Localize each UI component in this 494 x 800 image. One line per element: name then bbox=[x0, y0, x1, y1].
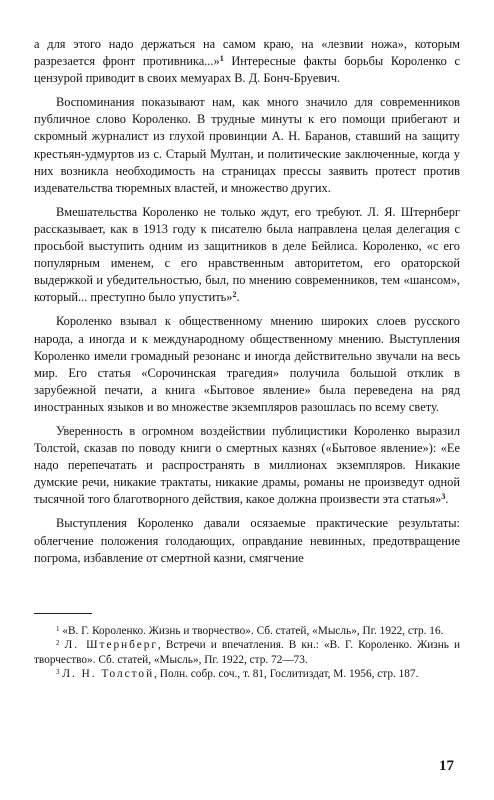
footnote-ref-3: 3 bbox=[441, 492, 446, 502]
main-text bbox=[34, 36, 460, 574]
paragraph-2: Воспоминания показывают нам, как много значило для современников публичное слово Короленко. В трудные минуты к его помощи прибегают и скромный журналист из глухой провинции А. Н. Баранов, ставший на защиту крестьян-удмуртов из с. Старый Мултан, и политические заключенные, когда у них возникла необходимость на страницах прессы заявить протест против издевательства тюремных властей, и множество других. bbox=[34, 95, 460, 195]
footnotes bbox=[34, 624, 460, 681]
paragraph-6: Выступления Короленко давали осязаемые практические результаты: облегчение положения голодающих, оправдание невинных, предотвращение погрома, избавление от смертной казни, смягчение bbox=[34, 516, 460, 565]
footnote-separator bbox=[34, 613, 92, 614]
footnote-1: $^1$ «В. Г. Короленко. Жизнь и творчество». Сб. статей, «Мысль», Пг. 1922, стр. 16. bbox=[56, 625, 444, 637]
paragraph-3: Вмешательства Короленко не только ждут, его требуют. Л. Я. Штернберг рассказывает, как в 1913 году к писателю была направлена целая делегация с просьбой выступить одним из защитников в деле Бейлиса. Короленко, «с его популярным именем, с его нравственным авторитетом, его ораторской выдержкой и убедительностью, был, по мнению современников, тем «шансом», который... преступно было упустить»$^2$. bbox=[34, 204, 460, 305]
footnote-2: $^2$ Л. Штернберг, Встречи и впечатления. В кн.: «В. Г. Короленко. Жизнь и творчество». Сб. статей, «Мысль», Пг. 1922, стр. 72—73. bbox=[34, 639, 461, 666]
footnote-ref-2: 2 bbox=[232, 290, 237, 300]
paragraph-5: Уверенность в огромном воздействии публицистики Короленко выразил Толстой, сказав по поводу книги о смертных казнях («Бытовое явление»): «Ее надо перепечатать и распространять в миллионах экземпляров. Никакие думские речи, никакие трактаты, никакие драмы, романы не произведут одной тысячной того благотворного действия, какое должна произвести эта статья»$^3$. bbox=[34, 423, 460, 507]
footnote-ref-1: 1 bbox=[219, 54, 224, 64]
footnote-author: Л. Штернберг bbox=[64, 639, 159, 652]
footnote-3: $^3$ Л. Н. Толстой, Полн. собр. соч., т. 81, Гослитиздат, М. 1956, стр. 187. bbox=[56, 667, 419, 680]
paragraph-1: а для этого надо держаться на самом краю, на «лезвии ножа», которым разрезается фронт противника...»$^1$ Интересные факты борьбы Короленко с цензурой приводит в своих мемуарах В. Д. Бонч-Бруевич. bbox=[34, 37, 460, 86]
page-number: 17 bbox=[439, 758, 454, 774]
footnote-author: Л. Н. Толстой bbox=[62, 667, 155, 680]
paragraph-4: Короленко взывал к общественному мнению широких слоев русского народа, а иногда и к международному общественному мнению. Выступления Короленко имели громадный резонанс и иногда действительно звучали на весь мир. Его статья «Сорочинская трагедия» получила большой отклик в зарубежной печати, а книга «Бытовое явление» была переведена на ряд иностранных языков и во множестве экземпляров разошлась по всему свету. bbox=[34, 314, 460, 414]
